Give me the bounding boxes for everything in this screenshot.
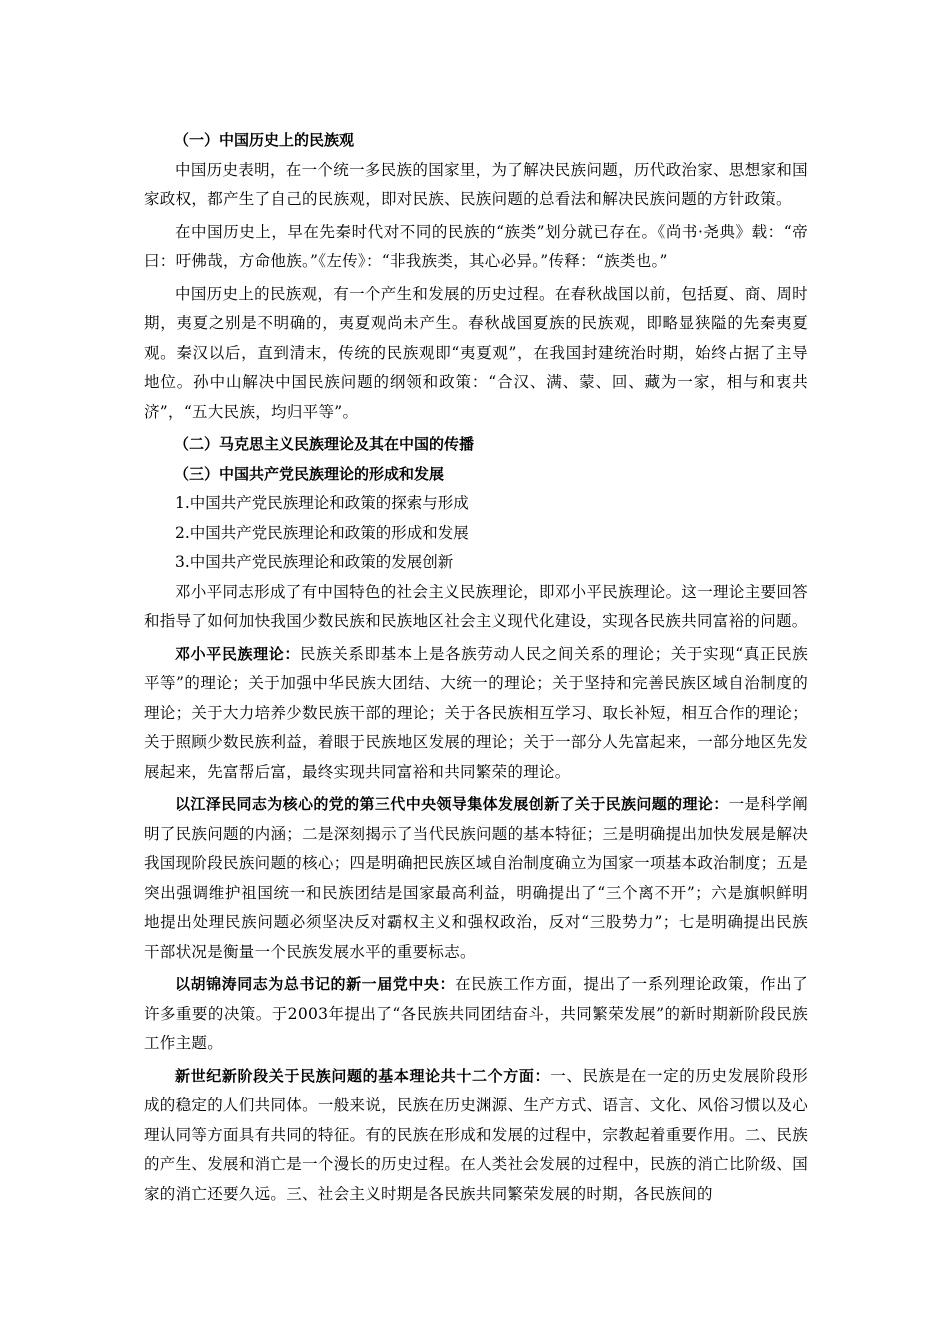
paragraph-body: 在民族工作方面，提出了一系列理论政策，作出了许多重要的决策。于2003年提出了“各民族共同团结奋斗，共同繁荣发展”的新时期新阶段民族工作主题。 xyxy=(144,975,808,1052)
paragraph-lead: 以江泽民同志为核心的党的第三代中央领导集体发展创新了关于民族问题的理论： xyxy=(175,795,729,813)
list-item: 3.中国共产党民族理论和政策的发展创新 xyxy=(175,553,454,571)
paragraph: 在中国历史上，早在先秦时代对不同的民族的“族类”划分就已存在。《尚书·尧典》载：“帝曰：吁佛哉，方命他族。”《左传》：“非我族类，其心必异。”传释：“族类也。” xyxy=(144,222,808,270)
paragraph xyxy=(144,1062,808,1210)
paragraph: 邓小平同志形成了有中国特色的社会主义民族理论，即邓小平民族理论。这一理论主要回答和指导了如何加快我国少数民族和民族地区社会主义现代化建设，实现各民族共同富裕的问题。 xyxy=(144,582,808,630)
section-heading-2: （二）马克思主义民族理论及其在中国的传播 xyxy=(174,435,475,453)
paragraph: 中国历史上的民族观，有一个产生和发展的历史过程。在春秋战国以前，包括夏、商、周时期，夷夏之别是不明确的，夷夏观尚未产生。春秋战国夏族的民族观，即略显狭隘的先秦夷夏观。秦汉以后，直到清末，传统的民族观即“夷夏观”，在我国封建统治时期，始终占据了主导地位。孙中山解决中国民族问题的纲领和政策：“合汉、满、蒙、回、藏为一家，相与和衷共济”，“五大民族，均归平等”。 xyxy=(144,284,808,421)
paragraph xyxy=(144,640,808,788)
paragraph-body: 民族关系即基本上是各族劳动人民之间关系的理论；关于实现“真正民族平等”的理论；关于加强中华民族大团结、大统一的理论；关于坚持和完善民族区域自治制度的理论；关于大力培养少数民族干部的理论；关于各民族相互学习、取长补短，相互合作的理论；关于照顾少数民族利益，着眼于民族地区发展的理论；关于一部分人先富起来，一部分地区先发展起来，先富帮后富，最终实现共同富裕和共同繁荣的理论。 xyxy=(144,644,808,781)
section-heading-3: （三）中国共产党民族理论的形成和发展 xyxy=(174,464,445,483)
paragraph: 中国历史表明，在一个统一多民族的国家里，为了解决民族问题，历代政治家、思想家和国家政权，都产生了自己的民族观，即对民族、民族问题的总看法和解决民族问题的方针政策。 xyxy=(144,160,808,208)
list-item: 1.中国共产党民族理论和政策的探索与形成 xyxy=(175,494,469,512)
document-body xyxy=(144,126,808,1209)
paragraph-lead: 邓小平民族理论： xyxy=(175,644,300,663)
paragraph-lead: 新世纪新阶段关于民族问题的基本理论共十二个方面： xyxy=(175,1066,551,1085)
paragraph-body: 一、民族是在一定的历史发展阶段形成的稳定的人们共同体。一般来说，民族在历史渊源、生产方式、语言、文化、风俗习惯以及心理认同等方面具有共同的特征。有的民族在形成和发展的过程中，宗教起着重要作用。二、民族的产生、发展和消亡是一个漫长的历史过程。在人类社会发展的过程中，民族的消亡比阶级、国家的消亡还要久远。三、社会主义时期是各民族共同繁荣发展的时期，各民族间的 xyxy=(144,1066,808,1203)
paragraph xyxy=(144,970,808,1059)
paragraph xyxy=(144,790,808,967)
paragraph-lead: 以胡锦涛同志为总书记的新一届党中央： xyxy=(175,975,456,993)
section-heading-1: （一）中国历史上的民族观 xyxy=(174,131,355,149)
paragraph-body: 一是科学阐明了民族问题的内涵；二是深刻揭示了当代民族问题的基本特征；三是明确提出加快发展是解决我国现阶段民族问题的核心；四是明确把民族区域自治制度确立为国家一项基本政治制度；五是突出强调维护祖国统一和民族团结是国家最高利益，明确提出了“三个离不开”；六是旗帜鲜明地提出处理民族问题必须坚决反对霸权主义和强权政治，反对“三股势力”；七是明确提出民族干部状况是衡量一个民族发展水平的重要标志。 xyxy=(144,795,808,961)
list-item: 2.中国共产党民族理论和政策的形成和发展 xyxy=(175,523,469,542)
